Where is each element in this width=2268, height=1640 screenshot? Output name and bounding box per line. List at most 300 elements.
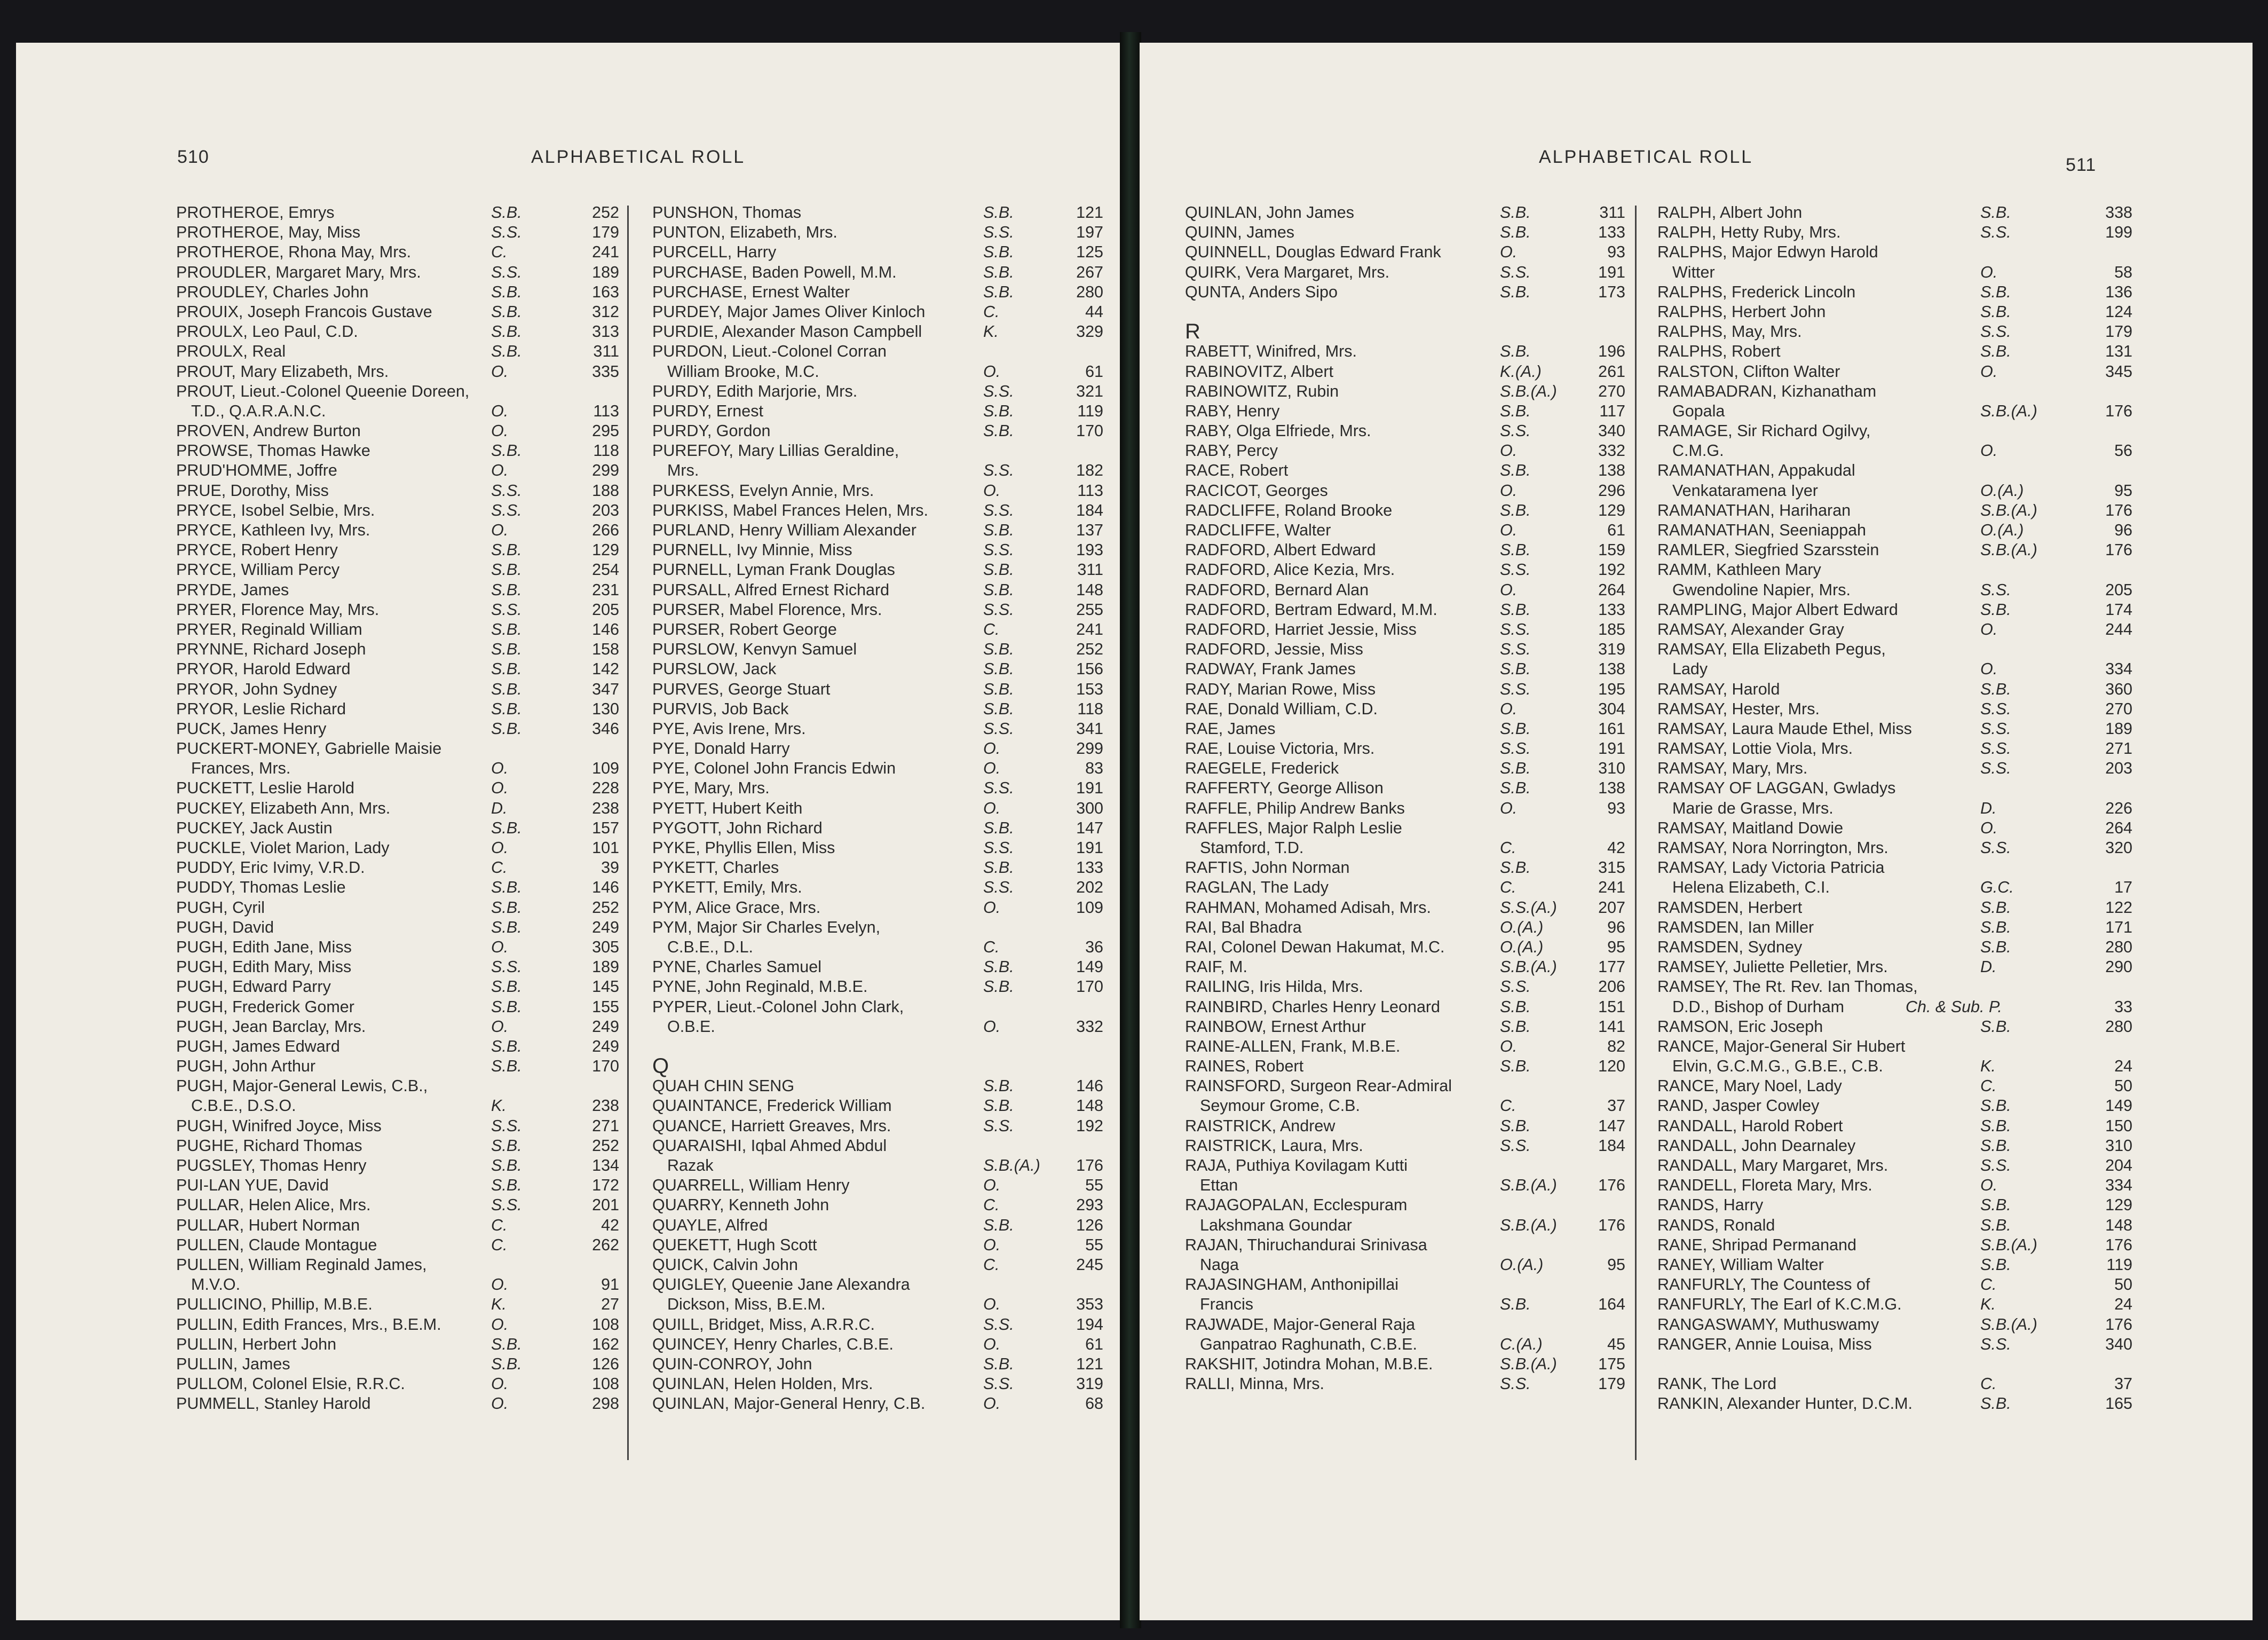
roll-entry [1185, 242, 1625, 262]
entry-name: PUGH, Winifred Joyce, Miss [176, 1116, 382, 1135]
entry-award: S.B. [491, 1057, 522, 1076]
entry-name: RADFORD, Bernard Alan [1185, 580, 1369, 599]
roll-entry [652, 223, 1103, 242]
entry-page: 293 [1076, 1196, 1103, 1215]
entry-page: 203 [592, 501, 619, 519]
entry-award: S.B. [491, 541, 522, 559]
entry-name: PURDEY, Major James Oliver Kinloch [652, 302, 926, 321]
entry-name: RAMSAY, Hester, Mrs. [1657, 699, 1820, 718]
entry-award: K. [491, 1097, 507, 1115]
entry-award: O. [983, 362, 1001, 381]
entry-award: S.S. [491, 223, 522, 242]
roll-entry [1185, 680, 1625, 699]
roll-entry [176, 759, 619, 778]
entry-name: RAMSAY, Lottie Viola, Mrs. [1657, 739, 1853, 758]
entry-award: C. [983, 1255, 1000, 1274]
entry-award: S.B. [1500, 541, 1531, 559]
entry-award: O. [983, 1017, 1001, 1036]
roll-entry [176, 680, 619, 699]
roll-entry [652, 997, 1103, 1017]
roll-entry [176, 1116, 619, 1136]
entry-award: S.B. [491, 997, 522, 1016]
roll-entry [1185, 739, 1625, 759]
entry-award: K. [1980, 1057, 1996, 1076]
roll-entry [1185, 759, 1625, 778]
entry-page: 197 [1076, 223, 1103, 242]
roll-entry [176, 799, 619, 818]
entry-award: S.B. [1980, 1136, 2011, 1155]
entry-page: 189 [592, 958, 619, 976]
section-letter [652, 1056, 1103, 1076]
entry-name: PYE, Colonel John Francis Edwin [652, 759, 896, 778]
entry-page: 231 [592, 580, 619, 599]
entry-name: RADCLIFFE, Walter [1185, 521, 1331, 539]
entry-page: 58 [2114, 263, 2132, 281]
entry-award: D. [1980, 799, 1997, 817]
section-letter-text: R [1185, 320, 1200, 344]
entry-page: 238 [592, 799, 619, 817]
entry-name: PUGH, Edith Mary, Miss [176, 958, 352, 976]
entry-page: 177 [1598, 958, 1625, 976]
entry-page: 262 [592, 1235, 619, 1254]
entry-page: 176 [2105, 401, 2132, 420]
entry-name: QUINNELL, Douglas Edward Frank [1185, 243, 1441, 262]
roll-entry [1185, 1136, 1625, 1156]
roll-entry [1657, 560, 2132, 580]
entry-award: C. [491, 1216, 508, 1234]
entry-page: 341 [1076, 719, 1103, 738]
roll-entry [1657, 1116, 2132, 1136]
entry-page: 296 [1598, 481, 1625, 500]
roll-entry [176, 1176, 619, 1195]
roll-entry [1185, 362, 1625, 382]
entry-award: S.S. [983, 1375, 1014, 1393]
entry-award: O. [491, 461, 509, 480]
entry-award: K. [983, 322, 999, 341]
roll-entry [176, 739, 619, 759]
entry-page: 27 [601, 1295, 619, 1314]
roll-entry [652, 878, 1103, 897]
roll-entry [176, 1195, 619, 1215]
roll-entry [176, 937, 619, 957]
entry-award: S.B. [491, 620, 522, 638]
entry-name: Venkataramena Iyer [1672, 481, 1818, 500]
entry-award: O.(A.) [1980, 521, 2024, 539]
roll-entry [652, 1076, 1103, 1096]
entry-name: PYKETT, Charles [652, 858, 779, 877]
entry-name: PUMMELL, Stanley Harold [176, 1394, 371, 1413]
roll-entry [1657, 1255, 2132, 1275]
entry-page: 334 [2105, 660, 2132, 679]
roll-entry [652, 1136, 1103, 1156]
roll-entry [1657, 342, 2132, 361]
entry-name: QUARRY, Kenneth John [652, 1196, 829, 1215]
entry-award: S.B. [1980, 680, 2011, 698]
roll-entry [176, 1037, 619, 1056]
entry-award: S.B. [983, 580, 1014, 599]
entry-award: C. [1980, 1077, 1997, 1095]
entry-page: 191 [1076, 839, 1103, 857]
roll-entry [652, 540, 1103, 560]
roll-entry [1185, 898, 1625, 918]
entry-name: PRYCE, Robert Henry [176, 541, 338, 559]
entry-award: S.B. [1980, 918, 2011, 936]
entry-page: 264 [2105, 818, 2132, 837]
entry-page: 176 [1598, 1216, 1625, 1234]
entry-page: 95 [2114, 481, 2132, 500]
entry-page: 50 [2114, 1275, 2132, 1294]
entry-award: S.B. [491, 699, 522, 718]
entry-page: 170 [592, 1057, 619, 1076]
entry-award: S.B. [1500, 461, 1531, 480]
entry-page: 228 [592, 779, 619, 798]
roll-entry [176, 242, 619, 262]
roll-entry [1185, 560, 1625, 580]
entry-page: 193 [1076, 541, 1103, 559]
entry-award: S.B. [983, 680, 1014, 698]
roll-entry [176, 521, 619, 540]
entry-award: S.S. [983, 719, 1014, 738]
entry-page: 175 [1598, 1354, 1625, 1373]
roll-entry [1185, 977, 1625, 997]
entry-page: 266 [592, 521, 619, 539]
entry-page: 264 [1598, 580, 1625, 599]
entry-page: 184 [1076, 501, 1103, 519]
entry-page: 347 [592, 680, 619, 698]
entry-name: RAINBOW, Ernest Arthur [1185, 1017, 1366, 1036]
entry-award: S.B. [491, 918, 522, 936]
entry-page: 191 [1598, 263, 1625, 281]
entry-award: S.S. [983, 382, 1014, 400]
entry-page: 340 [1598, 422, 1625, 440]
entry-award: D. [1980, 958, 1997, 976]
entry-name: RAMSAY OF LAGGAN, Gwladys [1657, 779, 1896, 798]
entry-name: PUGH, James Edward [176, 1037, 340, 1055]
entry-page: 179 [2105, 322, 2132, 341]
entry-name: RAMSAY, Maitland Dowie [1657, 818, 1844, 837]
entry-award: S.B. [1500, 759, 1531, 778]
entry-award: S.B. [983, 977, 1014, 996]
roll-entry [176, 1235, 619, 1255]
entry-award: S.B. [1500, 600, 1531, 619]
entry-award: O. [983, 799, 1001, 817]
entry-page: 164 [1598, 1295, 1625, 1314]
entry-name: PROUIX, Joseph Francois Gustave [176, 302, 432, 321]
entry-award: O. [983, 759, 1001, 778]
entry-award: O. [983, 1335, 1001, 1353]
entry-page: 305 [592, 937, 619, 956]
entry-award: O. [983, 1394, 1001, 1413]
roll-entry [652, 1017, 1103, 1037]
entry-page: 109 [1076, 898, 1103, 917]
entry-page: 196 [1598, 342, 1625, 361]
roll-entry [1185, 263, 1625, 282]
entry-name: QUNTA, Anders Sipo [1185, 282, 1338, 301]
roll-entry [1185, 1116, 1625, 1136]
roll-entry [1185, 1255, 1625, 1275]
entry-name: PUI-LAN YUE, David [176, 1176, 329, 1195]
entry-name: RABINOVITZ, Albert [1185, 362, 1333, 381]
roll-entry [1657, 1354, 2132, 1374]
section-letter [1185, 322, 1625, 342]
entry-page: 320 [2105, 839, 2132, 857]
roll-entry [1185, 918, 1625, 937]
entry-page: 241 [592, 243, 619, 262]
entry-name: PUCKEY, Jack Austin [176, 818, 333, 837]
entry-name: PULLIN, Edith Frances, Mrs., B.E.M. [176, 1315, 441, 1334]
entry-award: O. [1980, 1176, 1998, 1195]
entry-name: PRUE, Dorothy, Miss [176, 481, 329, 500]
entry-name: RAGLAN, The Lady [1185, 878, 1329, 897]
entry-award: S.S. [1500, 263, 1531, 281]
roll-entry [1657, 759, 2132, 778]
entry-page: 133 [1598, 600, 1625, 619]
entry-award: S.B. [491, 680, 522, 698]
entry-award: S.B. [983, 1097, 1014, 1115]
roll-entry [652, 1116, 1103, 1136]
entry-award: S.B. [983, 561, 1014, 579]
entry-name: PYM, Alice Grace, Mrs. [652, 898, 821, 917]
roll-entry [1657, 1037, 2132, 1056]
entry-name: RAMM, Kathleen Mary [1657, 561, 1821, 579]
roll-entry [1185, 1374, 1625, 1394]
entry-award: O. [983, 481, 1001, 500]
entry-name: RAFFLES, Major Ralph Leslie [1185, 818, 1402, 837]
entry-award: S.B. [491, 1335, 522, 1353]
entry-name: PROTHEROE, May, Miss [176, 223, 361, 242]
entry-name: RANDALL, Harold Robert [1657, 1116, 1843, 1135]
entry-name: RANDALL, Mary Margaret, Mrs. [1657, 1156, 1888, 1174]
entry-award: S.B. [1500, 997, 1531, 1016]
entry-name: RANGASWAMY, Muthuswamy [1657, 1315, 1879, 1334]
entry-name: PURSALL, Alfred Ernest Richard [652, 580, 890, 599]
entry-name: PURDON, Lieut.-Colonel Corran [652, 342, 887, 361]
entry-award: S.B. [983, 818, 1014, 837]
entry-page: 36 [1085, 937, 1103, 956]
entry-name: PRYOR, Harold Edward [176, 660, 351, 679]
entry-name: RAE, James [1185, 719, 1276, 738]
entry-name: RAFFLE, Philip Andrew Banks [1185, 799, 1405, 817]
entry-page: 255 [1076, 600, 1103, 619]
entry-page: 146 [1076, 1077, 1103, 1095]
roll-entry [1657, 461, 2132, 480]
roll-entry [176, 1096, 619, 1116]
entry-award: S.B.(A.) [1500, 1354, 1557, 1373]
entry-page: 199 [2105, 223, 2132, 242]
entry-name: PUGH, Edith Jane, Miss [176, 937, 352, 956]
entry-page: 24 [2114, 1057, 2132, 1076]
entry-name: QUINN, James [1185, 223, 1295, 242]
roll-entry [1185, 342, 1625, 361]
entry-name: RAHMAN, Mohamed Adisah, Mrs. [1185, 898, 1432, 917]
roll-entry [652, 401, 1103, 421]
entry-page: 122 [2105, 898, 2132, 917]
entry-page: 124 [2105, 302, 2132, 321]
entry-page: 165 [2105, 1394, 2132, 1413]
entry-page: 176 [2105, 541, 2132, 559]
entry-name: PUGH, Frederick Gomer [176, 997, 354, 1016]
entry-name: RANKIN, Alexander Hunter, D.C.M. [1657, 1394, 1913, 1413]
roll-entry [1185, 838, 1625, 858]
entry-page: 171 [2105, 918, 2132, 936]
roll-entry [1185, 481, 1625, 501]
entry-name: RAMSAY, Alexander Gray [1657, 620, 1844, 638]
column-rule [627, 206, 629, 1460]
entry-name: RANDS, Harry [1657, 1196, 1764, 1215]
entry-name: RALPHS, Major Edwyn Harold [1657, 243, 1878, 262]
entry-award: C. [1500, 1097, 1516, 1115]
roll-entry [176, 1295, 619, 1314]
entry-name: PURDY, Gordon [652, 422, 771, 440]
roll-entry [1657, 362, 2132, 382]
entry-award: O. [983, 898, 1001, 917]
roll-entry [1657, 1315, 2132, 1335]
entry-name: PYE, Avis Irene, Mrs. [652, 719, 806, 738]
entry-award: S.B. [1500, 719, 1531, 738]
entry-page: 249 [592, 1037, 619, 1055]
roll-entry [1657, 680, 2132, 699]
entry-award: S.S. [983, 1116, 1014, 1135]
entry-name: PULLAR, Helen Alice, Mrs. [176, 1196, 371, 1215]
entry-name: RANDELL, Floreta Mary, Mrs. [1657, 1176, 1872, 1195]
entry-award: O. [491, 1375, 509, 1393]
roll-entry [176, 1315, 619, 1335]
roll-entry [1657, 580, 2132, 600]
roll-entry [1185, 421, 1625, 441]
roll-entry [1657, 1017, 2132, 1037]
entry-name: RAMANATHAN, Seeniappah [1657, 521, 1867, 539]
entry-name: RANDALL, John Dearnaley [1657, 1136, 1856, 1155]
roll-entry [1657, 1156, 2132, 1176]
entry-page: 185 [1598, 620, 1625, 638]
entry-award: S.B. [1500, 858, 1531, 877]
entry-page: 138 [1598, 461, 1625, 480]
entry-page: 129 [1598, 501, 1625, 519]
entry-page: 176 [1598, 1176, 1625, 1195]
entry-page: 113 [1077, 481, 1103, 500]
entry-name: RAINE-ALLEN, Frank, M.B.E. [1185, 1037, 1401, 1055]
roll-entry [1657, 1136, 2132, 1156]
entry-award: S.B. [983, 521, 1014, 539]
roll-entry [1657, 1176, 2132, 1195]
entry-award: O. [1500, 481, 1518, 500]
entry-name: QUARAISHI, Iqbal Ahmed Abdul [652, 1136, 887, 1155]
entry-name: PROULX, Leo Paul, C.D. [176, 322, 358, 341]
entry-page: 136 [2105, 282, 2132, 301]
entry-award: C. [983, 302, 1000, 321]
entry-name: PUDDY, Eric Ivimy, V.R.D. [176, 858, 365, 877]
entry-award: C. [1980, 1275, 1997, 1294]
entry-name: M.V.O. [191, 1275, 241, 1294]
entry-award: O. [491, 937, 509, 956]
roll-entry [652, 1275, 1103, 1295]
roll-entry [176, 620, 619, 640]
roll-entry [652, 1195, 1103, 1215]
entry-award: S.B. [1980, 1255, 2011, 1274]
entry-page: 109 [592, 759, 619, 778]
roll-entry [176, 957, 619, 977]
entry-page: 91 [601, 1275, 619, 1294]
entry-name: RACICOT, Georges [1185, 481, 1328, 500]
entry-name: PRYCE, William Percy [176, 561, 340, 579]
entry-award: S.B. [1500, 779, 1531, 798]
entry-name: PYKETT, Emily, Mrs. [652, 878, 802, 897]
entry-award: S.B. [1500, 501, 1531, 519]
roll-entry [652, 1176, 1103, 1195]
entry-award: S.B. [491, 660, 522, 679]
entry-name: RAMLER, Siegfried Szarsstein [1657, 541, 1879, 559]
entry-award: S.B. [1980, 302, 2011, 321]
entry-award: O. [491, 1017, 509, 1036]
entry-page: 113 [593, 401, 619, 420]
entry-award: S.S. [1980, 699, 2011, 718]
entry-page: 299 [592, 461, 619, 480]
entry-award: O. [983, 1235, 1001, 1254]
roll-entry [1657, 1195, 2132, 1215]
roll-entry [1657, 858, 2132, 878]
entry-page: 244 [2105, 620, 2132, 638]
entry-page: 101 [592, 839, 619, 857]
entry-page: 96 [1607, 918, 1625, 936]
entry-name: RAJA, Puthiya Kovilagam Kutti [1185, 1156, 1408, 1174]
roll-entry [1657, 401, 2132, 421]
roll-entry [176, 382, 619, 401]
entry-page: 172 [592, 1176, 619, 1195]
entry-page: 147 [1076, 818, 1103, 837]
roll-entry [652, 1156, 1103, 1176]
roll-entry [1185, 799, 1625, 818]
entry-award: O.(A.) [1500, 937, 1544, 956]
roll-entry [176, 1374, 619, 1394]
entry-page: 170 [1076, 422, 1103, 440]
entry-award: S.B. [491, 342, 522, 361]
entry-page: 241 [1076, 620, 1103, 638]
entry-page: 130 [592, 699, 619, 718]
entry-name: RAKSHIT, Jotindra Mohan, M.B.E. [1185, 1354, 1433, 1373]
entry-name: RAINES, Robert [1185, 1057, 1304, 1076]
entry-page: 204 [2105, 1156, 2132, 1174]
entry-name: RAI, Bal Bhadra [1185, 918, 1302, 936]
entry-name: RALPHS, Herbert John [1657, 302, 1826, 321]
entry-award: S.B.(A.) [1500, 1216, 1557, 1234]
entry-page: 205 [2105, 580, 2132, 599]
entry-award: S.B. [491, 898, 522, 917]
entry-award: S.S. [1500, 1136, 1531, 1155]
roll-entry [176, 1255, 619, 1275]
roll-entry [652, 759, 1103, 778]
entry-page: 192 [1598, 561, 1625, 579]
entry-name: RANGER, Annie Louisa, Miss [1657, 1335, 1872, 1353]
entry-award: S.B. [491, 818, 522, 837]
roll-entry [176, 838, 619, 858]
entry-page: 126 [592, 1354, 619, 1373]
entry-award: S.B. [983, 1216, 1014, 1234]
entry-award: S.B. [1500, 342, 1531, 361]
roll-entry [652, 461, 1103, 480]
roll-entry [1657, 1056, 2132, 1076]
entry-award: S.B. [1500, 401, 1531, 420]
roll-entry [652, 818, 1103, 838]
entry-page: 290 [2105, 958, 2132, 976]
entry-name: PULLEN, William Reginald James, [176, 1255, 427, 1274]
entry-page: 55 [1085, 1176, 1103, 1195]
roll-entry [652, 937, 1103, 957]
roll-entry [652, 382, 1103, 401]
entry-award: S.S. [491, 1196, 522, 1215]
entry-name: RAFTIS, John Norman [1185, 858, 1350, 877]
entry-name: PRYER, Florence May, Mrs. [176, 600, 380, 619]
roll-entry [652, 263, 1103, 282]
